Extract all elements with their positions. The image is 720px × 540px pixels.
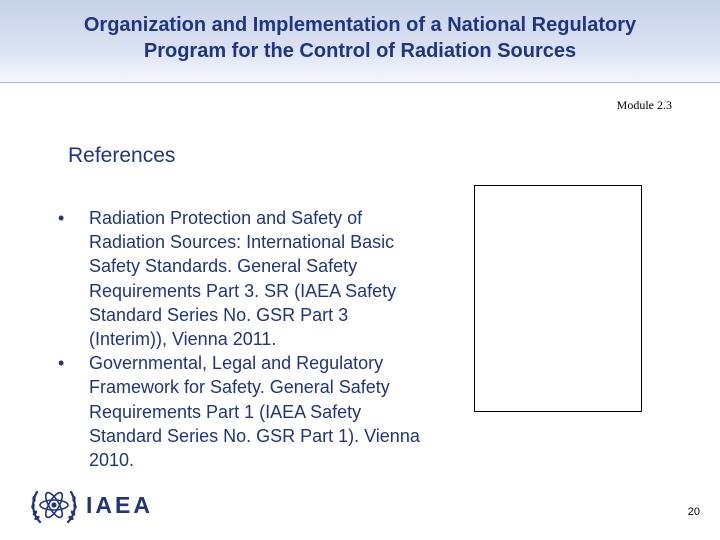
image-placeholder-frame: [474, 185, 642, 412]
slide-title: [20, 12, 700, 64]
slide-title-line-1: Organization and Implementation of a National Regulatory: [83, 14, 637, 36]
reference-text: Radiation Protection and Safety of Radiation Sources: International Basic Safety Standards. General Safety Requirements Part 3. SR (IAEA Safety Standard Series No. GSR Part 3 (Interim)), Vienna 2011.: [89, 208, 397, 350]
section-heading: References: [68, 144, 176, 167]
reference-text: Governmental, Legal and Regulatory Framework for Safety. General Safety Requirements Part 1 (IAEA Safety Standard Series No. GSR Part 1). Vienna 2010.: [89, 353, 420, 471]
reference-item: [58, 206, 428, 351]
reference-list: [58, 206, 428, 472]
slide-title-line-2: Program for the Control of Radiation Sources: [143, 40, 577, 62]
page-number: 20: [687, 506, 700, 518]
bullet: •: [58, 208, 65, 228]
module-label: Module 2.3: [616, 98, 672, 112]
iaea-logo: [28, 480, 168, 530]
iaea-logo-text: IAEA: [86, 492, 153, 518]
bullet: •: [58, 353, 65, 374]
reference-item: [58, 351, 428, 472]
slide-header: [0, 0, 720, 83]
iaea-emblem-icon: [28, 480, 80, 530]
